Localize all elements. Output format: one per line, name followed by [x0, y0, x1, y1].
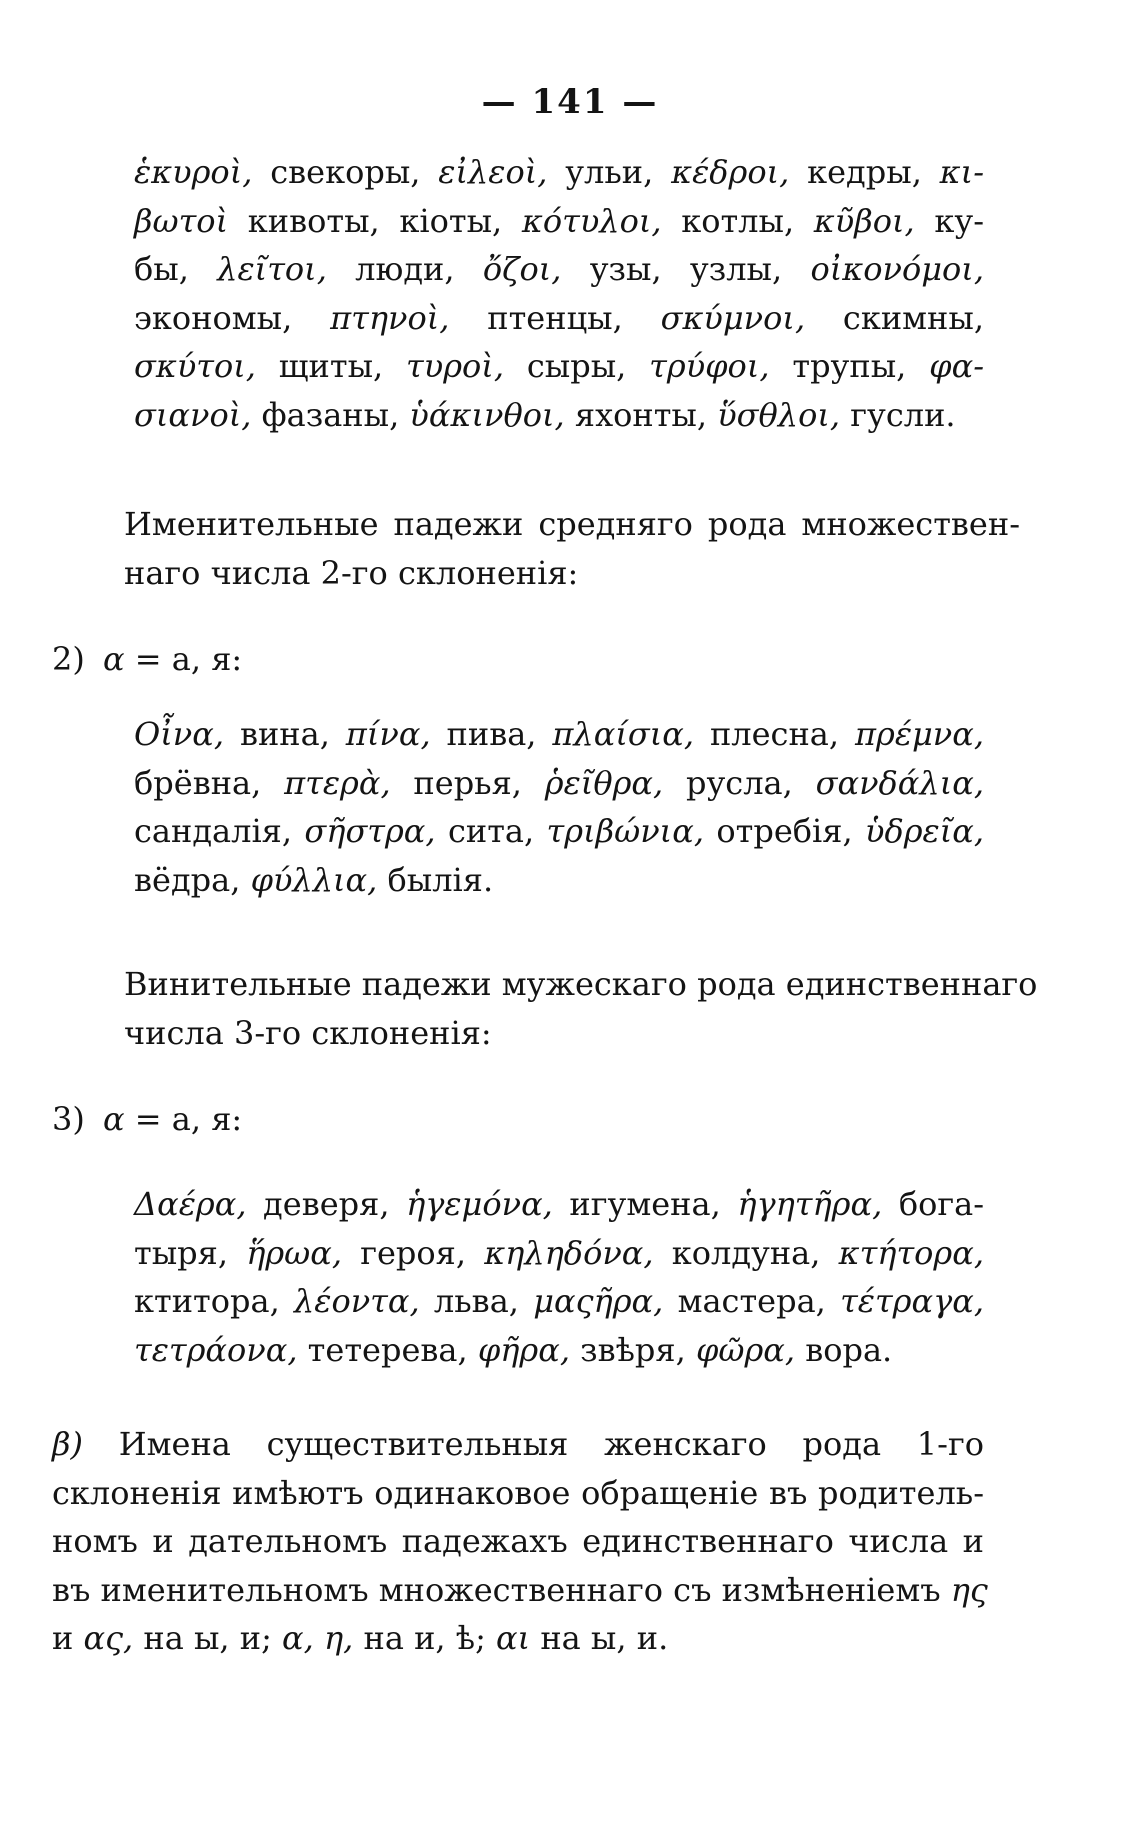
text-line — [134, 148, 984, 197]
slavonic-text: брёвна, — [134, 763, 285, 802]
greek-word: πίνα, — [345, 715, 431, 753]
slavonic-text: на ы, и; — [133, 1619, 283, 1657]
greek-word: κῦβοι, — [813, 201, 915, 240]
slavonic-text: фазаны, — [251, 395, 410, 434]
text-line — [52, 1469, 984, 1518]
greek-word: ὑάκινθοι, — [409, 395, 565, 434]
formula-2-number: 2) — [52, 640, 85, 678]
slavonic-text: бы, — [134, 250, 218, 288]
greek-word: τρύφοι, — [649, 347, 770, 385]
greek-word: α, — [282, 1619, 314, 1657]
greek-word: κότυλοι, — [521, 201, 662, 240]
text-line — [134, 710, 984, 759]
slavonic-text: сыры, — [504, 347, 650, 385]
slavonic-text: русла, — [663, 763, 816, 802]
slavonic-text: птенцы, — [449, 298, 661, 337]
greek-word: σκύμνοι, — [660, 298, 806, 337]
slavonic-text: люди, — [326, 250, 483, 288]
slavonic-text: экономы, — [134, 298, 331, 337]
greek-word: Δαέρα, — [134, 1185, 247, 1223]
greek-word: σανδάλια, — [815, 763, 985, 802]
greek-word: β) — [52, 1425, 83, 1463]
greek-word: εἰλεοὶ, — [438, 153, 548, 191]
slavonic-text: на и, ѣ; — [353, 1619, 497, 1657]
greek-word: φῆρα, — [477, 1330, 570, 1369]
beta-paragraph — [52, 1420, 988, 1663]
greek-word: τυροὶ, — [406, 347, 504, 385]
text-line — [52, 1420, 984, 1469]
greek-word: ας, — [83, 1619, 134, 1657]
greek-word: βωτοὶ — [134, 201, 229, 240]
slavonic-text: плесна, — [694, 715, 855, 753]
slavonic-text: яхонты, — [564, 395, 718, 434]
slavonic-text: наго числа 2-го склоненія: — [124, 553, 579, 592]
text-line — [124, 960, 1038, 1009]
slavonic-text: Именительные падежи средняго рода множествен- — [124, 505, 1020, 543]
slavonic-text: тетерева, — [297, 1330, 478, 1369]
slavonic-text: щиты, — [255, 347, 407, 385]
greek-word: φῶρα, — [695, 1330, 796, 1369]
greek-word: ἡγητῆρα, — [737, 1185, 883, 1223]
greek-word: ἥρωα, — [246, 1233, 343, 1272]
slavonic-text: былія. — [377, 860, 494, 899]
text-line — [134, 294, 984, 343]
slavonic-text: скимны, — [805, 298, 985, 337]
greek-word: ὕσθλοι, — [717, 395, 841, 434]
text-line — [134, 342, 984, 391]
text-line — [52, 1566, 988, 1615]
greek-noun-list-1 — [134, 148, 984, 439]
page-number: — 141 — — [481, 82, 659, 122]
text-line — [52, 1614, 984, 1663]
slavonic-text: свекоры, — [252, 153, 439, 191]
formula-3-rest: = а, я: — [124, 1100, 243, 1138]
greek-word: πρέμνα, — [854, 715, 985, 753]
slavonic-text — [314, 1619, 324, 1657]
greek-word: οἰκονόμοι, — [810, 250, 984, 288]
greek-word: λέοντα, — [294, 1282, 420, 1320]
slavonic-text: въ именительномъ множественнаго съ измѣненіемъ — [52, 1570, 951, 1609]
greek-word: ης — [950, 1570, 988, 1609]
greek-word: ὄζοι, — [482, 250, 562, 288]
slavonic-text: мастера, — [663, 1282, 841, 1320]
slavonic-text: игумена, — [552, 1185, 738, 1223]
slavonic-text: бога- — [882, 1185, 985, 1223]
formula-2-rest: = а, я: — [124, 640, 243, 678]
slavonic-text: сита, — [435, 812, 547, 850]
slavonic-text: котлы, — [661, 201, 814, 240]
greek-word: σιανοὶ, — [134, 395, 252, 434]
text-line — [134, 807, 984, 856]
text-line — [134, 1326, 984, 1375]
greek-noun-list-3 — [134, 1180, 984, 1374]
slavonic-text: Винительные падежи мужескаго рода единственнаго — [124, 965, 1038, 1003]
formula-3-number: 3) — [52, 1100, 85, 1138]
text-line — [124, 500, 1020, 549]
greek-word: ἡγεμόνα, — [406, 1185, 553, 1223]
slavonic-text: сандалія, — [134, 812, 305, 850]
text-line — [124, 549, 1020, 598]
slavonic-text: трупы, — [769, 347, 930, 385]
slavonic-text: и — [52, 1619, 84, 1657]
greek-word: τριβώνια, — [546, 812, 704, 850]
slavonic-text: героя, — [342, 1233, 485, 1272]
slavonic-text: вёдра, — [134, 860, 251, 899]
slavonic-text: тыря, — [134, 1233, 247, 1272]
formula-3-greek: α — [103, 1100, 125, 1138]
greek-word: Οἶνα, — [134, 715, 225, 753]
slavonic-text: пива, — [430, 715, 553, 753]
text-line — [134, 197, 984, 246]
text-line — [134, 856, 984, 905]
slavonic-text: склоненія имѣютъ одинаковое обращеніе въ родитель- — [52, 1473, 984, 1512]
greek-word: τετράονα, — [134, 1330, 298, 1369]
slavonic-text: узы, узлы, — [561, 250, 811, 288]
slavonic-text: перья, — [390, 763, 545, 802]
heading-accusative-singular — [88, 960, 1038, 1057]
slavonic-text: ктитора, — [134, 1282, 294, 1320]
greek-word: η, — [324, 1619, 354, 1657]
text-line — [52, 1517, 984, 1566]
slavonic-text: гусли. — [840, 395, 956, 434]
slavonic-text: Имена существительныя женскаго рода 1-го — [82, 1425, 984, 1463]
greek-word: κι- — [939, 153, 985, 191]
text-line — [134, 759, 984, 808]
slavonic-text: числа 3-го склоненія: — [124, 1013, 492, 1052]
greek-word: κτήτορα, — [838, 1233, 985, 1272]
text-line — [134, 245, 984, 294]
greek-word: σῆστρα, — [304, 812, 436, 850]
text-line — [134, 1277, 984, 1326]
formula-3 — [52, 1095, 352, 1144]
slavonic-text: кивоты, кіоты, — [228, 201, 522, 240]
greek-word: σκύτοι, — [134, 347, 256, 385]
greek-word: πτηνοὶ, — [330, 298, 450, 337]
greek-word: κέδροι, — [671, 153, 790, 191]
greek-word: ὑδρεῖα, — [865, 812, 985, 850]
heading-neuter-plural — [88, 500, 1020, 597]
slavonic-text: номъ и дательномъ падежахъ единственнаго числа и — [52, 1522, 984, 1560]
slavonic-text: колдуна, — [653, 1233, 839, 1272]
slavonic-text: на ы, и. — [530, 1619, 669, 1657]
slavonic-text: деверя, — [246, 1185, 407, 1223]
greek-word: τέτραγα, — [840, 1282, 984, 1320]
text-line — [124, 1009, 1020, 1058]
slavonic-text: вора. — [795, 1330, 893, 1369]
slavonic-text: отребія, — [703, 812, 865, 850]
greek-word: ἑκυροὶ, — [134, 153, 253, 191]
greek-word: φα- — [929, 347, 984, 385]
slavonic-text: ку- — [914, 201, 985, 240]
slavonic-text: звѣря, — [569, 1330, 696, 1369]
greek-noun-list-2 — [134, 710, 984, 904]
text-line — [134, 1229, 984, 1278]
greek-word: αι — [496, 1619, 531, 1657]
text-line — [134, 391, 984, 440]
slavonic-text: льва, — [419, 1282, 534, 1320]
greek-word: πτερὰ, — [284, 763, 391, 802]
formula-2-greek: α — [103, 640, 125, 678]
slavonic-text: кедры, — [789, 153, 940, 191]
greek-word: ῥεῖθρα, — [544, 763, 664, 802]
formula-2 — [52, 635, 352, 684]
greek-word: πλαίσια, — [552, 715, 695, 753]
greek-word: μαςῆρα, — [533, 1282, 664, 1320]
slavonic-text: ульи, — [547, 153, 672, 191]
text-line — [134, 1180, 984, 1229]
greek-word: κηληδόνα, — [484, 1233, 654, 1272]
slavonic-text: вина, — [224, 715, 346, 753]
greek-word: φύλλια, — [250, 860, 378, 899]
greek-word: λεῖτοι, — [217, 250, 327, 288]
